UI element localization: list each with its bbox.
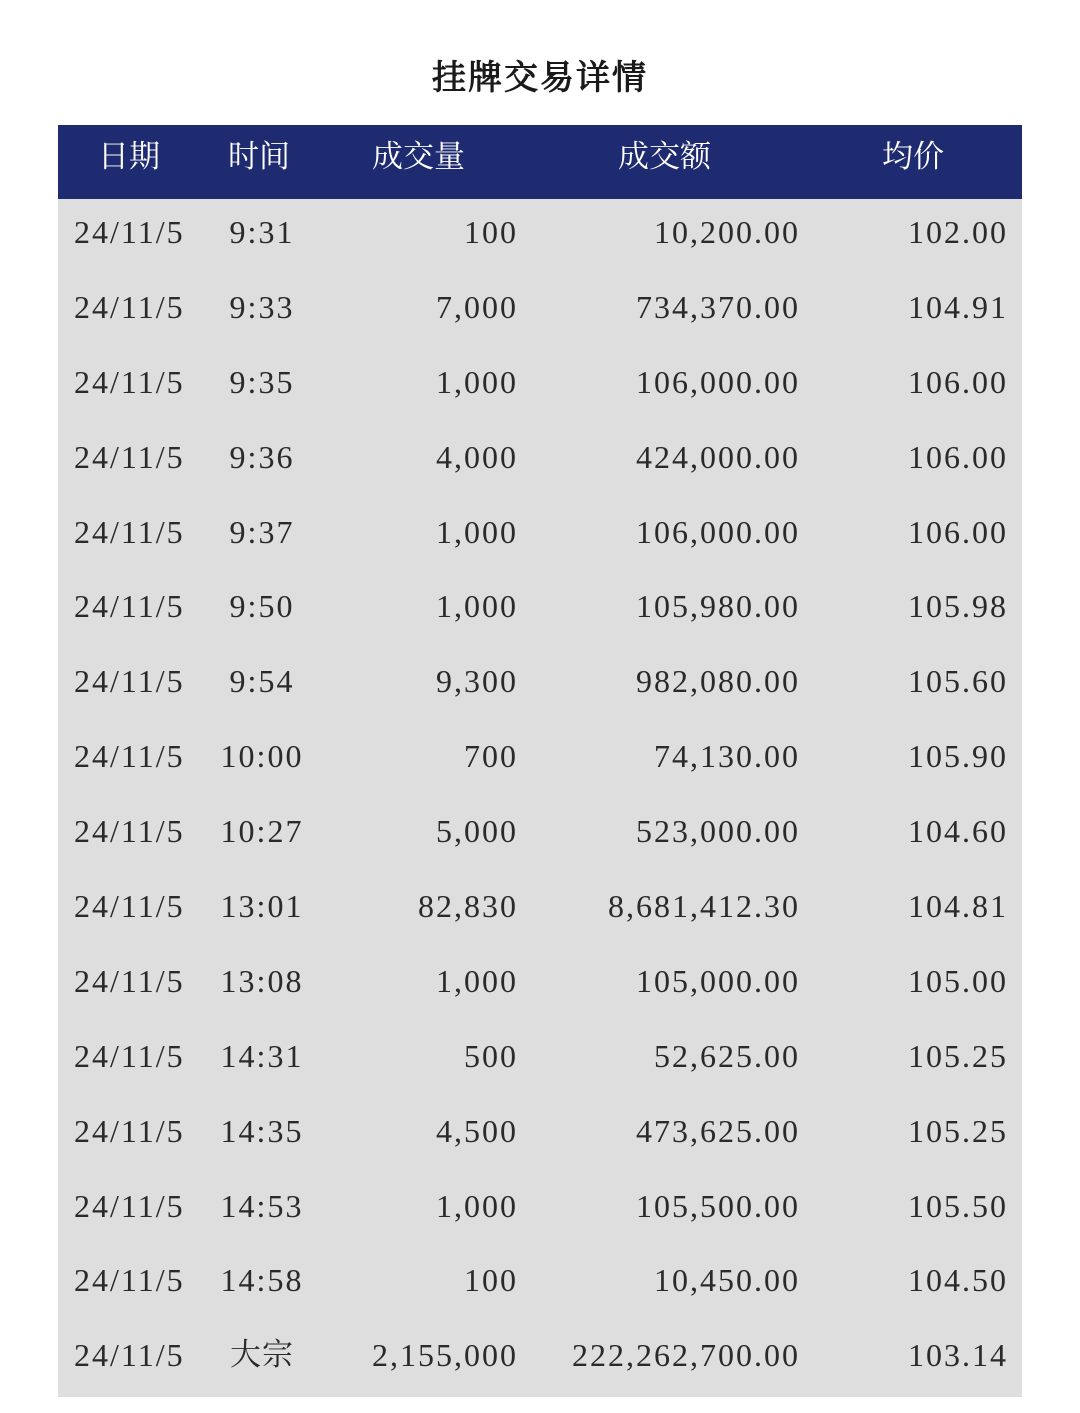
cell-date: 24/11/5 (74, 1262, 185, 1299)
cell-avg-price: 104.60 (908, 813, 1008, 850)
table-row (58, 1098, 1022, 1173)
header-date: 日期 (98, 139, 160, 175)
trade-table (58, 125, 1022, 1397)
cell-volume: 1,000 (436, 363, 518, 400)
cell-avg-price: 106.00 (908, 513, 1008, 550)
cell-amount: 8,681,412.30 (608, 888, 800, 925)
table-row (58, 723, 1022, 798)
header-time: 时间 (228, 139, 290, 175)
table-row (58, 499, 1022, 574)
cell-volume: 5,000 (436, 813, 518, 850)
cell-avg-price: 102.00 (908, 214, 1008, 250)
cell-time: 大宗 (230, 1337, 294, 1374)
cell-avg-price: 105.90 (908, 738, 1008, 775)
cell-avg-price: 106.00 (908, 438, 1008, 475)
cell-avg-price: 104.91 (908, 288, 1008, 325)
cell-date: 24/11/5 (74, 738, 185, 775)
table-body (58, 199, 1022, 1397)
cell-volume: 7,000 (436, 288, 518, 325)
cell-time: 14:35 (220, 1112, 304, 1149)
table-row (58, 199, 1022, 274)
cell-time: 13:01 (220, 888, 304, 925)
cell-amount: 10,450.00 (654, 1262, 800, 1299)
cell-avg-price: 105.00 (908, 962, 1008, 999)
cell-amount: 105,980.00 (636, 588, 800, 625)
cell-date: 24/11/5 (74, 962, 185, 999)
cell-date: 24/11/5 (74, 1337, 185, 1374)
cell-volume: 2,155,000 (372, 1337, 518, 1374)
cell-date: 24/11/5 (74, 588, 185, 625)
table-row (58, 873, 1022, 948)
cell-time: 14:58 (220, 1262, 304, 1299)
table-row (58, 948, 1022, 1023)
cell-time: 14:53 (220, 1187, 304, 1224)
header-amount: 成交额 (618, 139, 711, 175)
cell-time: 9:36 (229, 438, 295, 475)
cell-amount: 52,625.00 (654, 1037, 800, 1074)
cell-amount: 523,000.00 (636, 813, 800, 850)
cell-date: 24/11/5 (74, 288, 185, 325)
cell-date: 24/11/5 (74, 1037, 185, 1074)
cell-date: 24/11/5 (74, 813, 185, 850)
table-row (58, 648, 1022, 723)
cell-avg-price: 103.14 (908, 1337, 1008, 1374)
cell-amount: 473,625.00 (636, 1112, 800, 1149)
cell-date: 24/11/5 (74, 513, 185, 550)
cell-volume: 4,000 (436, 438, 518, 475)
cell-time: 13:08 (220, 962, 304, 999)
cell-volume: 82,830 (418, 888, 518, 925)
table-row (58, 349, 1022, 424)
cell-volume: 9,300 (436, 663, 518, 700)
cell-amount: 105,500.00 (636, 1187, 800, 1224)
cell-date: 24/11/5 (74, 1112, 185, 1149)
cell-time: 9:37 (229, 513, 295, 550)
table-header (58, 125, 1022, 199)
table-row (58, 798, 1022, 873)
cell-avg-price: 105.50 (908, 1187, 1008, 1224)
cell-volume: 1,000 (436, 962, 518, 999)
cell-avg-price: 104.81 (908, 888, 1008, 925)
cell-amount: 106,000.00 (636, 363, 800, 400)
cell-amount: 424,000.00 (636, 438, 800, 475)
cell-time: 9:33 (229, 288, 295, 325)
cell-volume: 1,000 (436, 588, 518, 625)
cell-amount: 106,000.00 (636, 513, 800, 550)
table-row (58, 1322, 1022, 1397)
cell-date: 24/11/5 (74, 214, 185, 250)
header-volume: 成交量 (372, 139, 465, 175)
cell-avg-price: 105.60 (908, 663, 1008, 700)
cell-amount: 222,262,700.00 (572, 1337, 800, 1374)
cell-time: 14:31 (220, 1037, 304, 1074)
table-row (58, 1173, 1022, 1248)
cell-avg-price: 105.25 (908, 1037, 1008, 1074)
cell-date: 24/11/5 (74, 1187, 185, 1224)
cell-volume: 500 (464, 1037, 518, 1074)
cell-volume: 1,000 (436, 1187, 518, 1224)
table-row (58, 1023, 1022, 1098)
cell-amount: 74,130.00 (654, 738, 800, 775)
cell-amount: 734,370.00 (636, 288, 800, 325)
cell-avg-price: 104.50 (908, 1262, 1008, 1299)
cell-volume: 700 (464, 738, 518, 775)
cell-amount: 982,080.00 (636, 663, 800, 700)
cell-time: 10:27 (220, 813, 304, 850)
cell-avg-price: 105.25 (908, 1112, 1008, 1149)
cell-avg-price: 105.98 (908, 588, 1008, 625)
page-title: 挂牌交易详情 (432, 58, 648, 98)
table-row (58, 424, 1022, 499)
cell-time: 9:50 (229, 588, 295, 625)
table-row (58, 573, 1022, 648)
cell-time: 9:54 (229, 663, 295, 700)
header-avg-price: 均价 (882, 139, 944, 175)
table-row (58, 1247, 1022, 1322)
cell-date: 24/11/5 (74, 888, 185, 925)
cell-amount: 105,000.00 (636, 962, 800, 999)
cell-date: 24/11/5 (74, 363, 185, 400)
cell-date: 24/11/5 (74, 663, 185, 700)
table-row (58, 274, 1022, 349)
cell-volume: 100 (464, 1262, 518, 1299)
cell-avg-price: 106.00 (908, 363, 1008, 400)
cell-volume: 4,500 (436, 1112, 518, 1149)
cell-time: 10:00 (220, 738, 304, 775)
cell-amount: 10,200.00 (654, 214, 800, 250)
cell-time: 9:35 (229, 363, 295, 400)
cell-volume: 100 (464, 214, 518, 250)
cell-time: 9:31 (229, 214, 295, 250)
cell-date: 24/11/5 (74, 438, 185, 475)
cell-volume: 1,000 (436, 513, 518, 550)
